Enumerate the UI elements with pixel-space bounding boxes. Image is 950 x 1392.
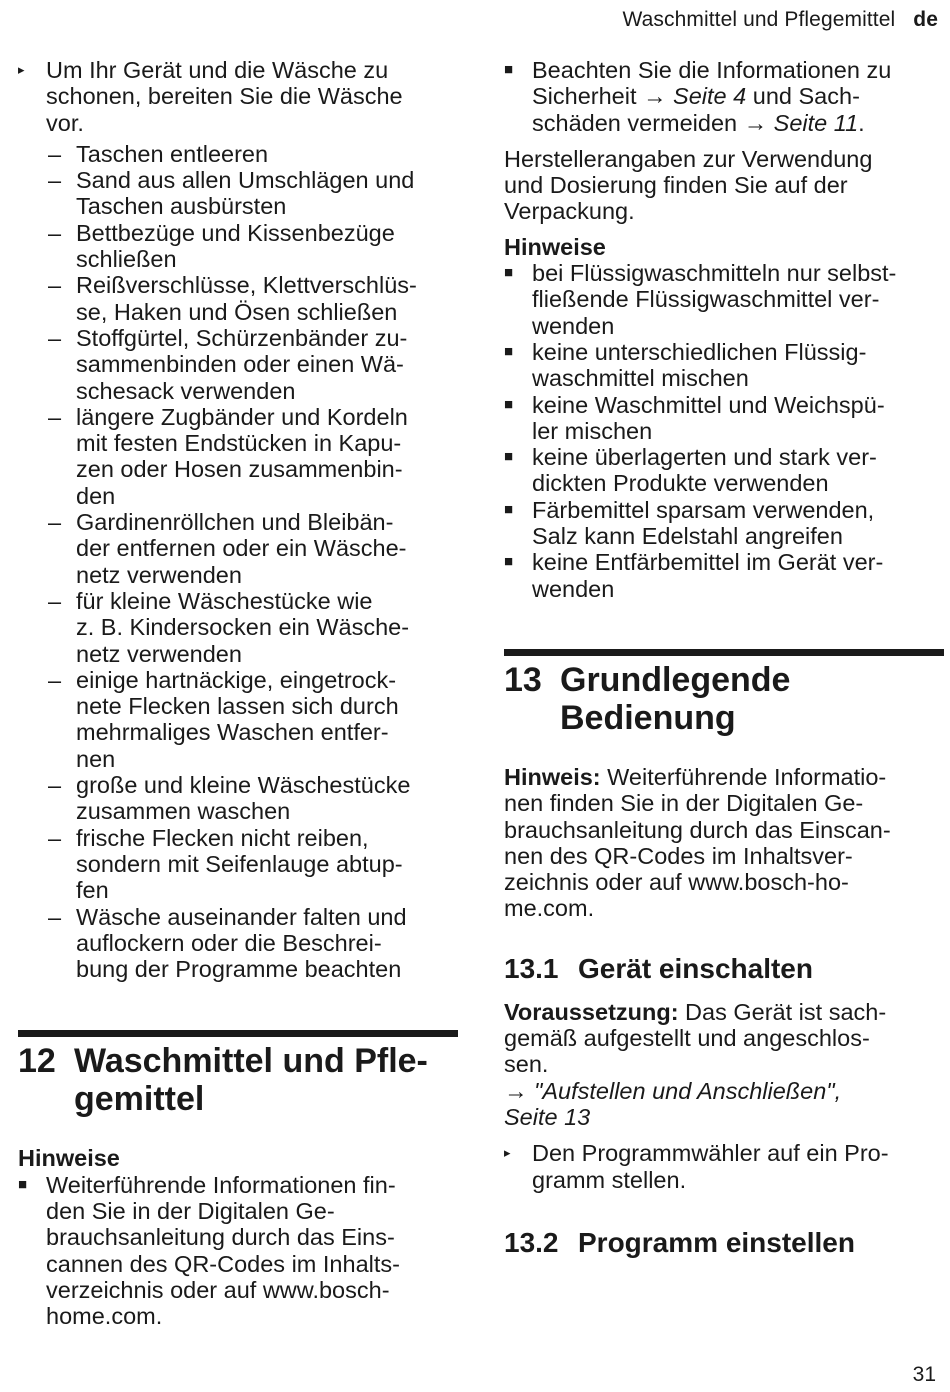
cross-reference: → "Aufstellen und Anschließen",: [504, 1077, 842, 1104]
triangle-bullet-icon: ▸: [504, 1145, 511, 1161]
text-line: z. B. Kindersocken ein Wäsche-: [76, 614, 410, 641]
dash-bullet-icon: –: [48, 324, 62, 351]
text-line: Färbemittel sparsam verwenden,: [532, 496, 875, 523]
dash-bullet-icon: –: [48, 666, 62, 693]
dash-list-item: [48, 904, 458, 983]
note-list-item: [504, 549, 944, 602]
dash-list-item: [48, 509, 458, 588]
notes-label: Hinweise: [504, 233, 606, 260]
text-line: der entfernen oder ein Wäsche-: [76, 535, 407, 562]
hint-label: Hinweis:: [504, 763, 601, 790]
text-line: den: [76, 482, 116, 509]
text-line: zusammen waschen: [76, 798, 291, 825]
section-number: 12: [18, 1042, 56, 1081]
detergent-notes-list: [504, 260, 944, 602]
square-bullet-icon: ■: [504, 448, 514, 466]
text-line: keine unterschiedlichen Flüssig-: [532, 338, 867, 365]
heading-line: Grundlegende: [560, 660, 791, 699]
text-line: Gardinenröllchen und Bleibän-: [76, 509, 394, 536]
arrow-icon: →: [643, 83, 667, 110]
note-list-item: [504, 260, 944, 339]
section-number: 13.2: [504, 1226, 559, 1258]
heading-line: gemittel: [74, 1080, 205, 1119]
section-13-heading: [504, 661, 944, 737]
dash-list-item: [48, 325, 458, 404]
text-line: nen: [76, 745, 116, 772]
text-line: Taschen ausbürsten: [76, 193, 287, 220]
dash-list-item: [48, 272, 458, 325]
text-line: Weiterführende Informationen fin-: [46, 1171, 396, 1198]
preparation-dash-list: [18, 141, 458, 983]
text-line: Verpackung.: [504, 198, 635, 225]
text-line: einige hartnäckige, eingetrock-: [76, 666, 397, 693]
text-line: Bettbezüge und Kissenbezüge: [76, 219, 395, 246]
text-line: schäden vermeiden → Seite 11.: [532, 109, 865, 136]
text-line: sen.: [504, 1051, 549, 1078]
dash-list-item: [48, 667, 458, 772]
square-bullet-icon: ■: [18, 1175, 28, 1193]
arrow-icon: →: [743, 109, 768, 136]
text-line: mit festen Endstücken in Kapu-: [76, 430, 402, 457]
square-bullet-icon: ■: [504, 264, 514, 282]
text-line: Stoffgürtel, Schürzenbänder zu-: [76, 324, 408, 351]
square-bullet-icon: ■: [504, 500, 514, 518]
text-line: und Dosierung finden Sie auf der: [504, 172, 848, 199]
text-line: fließende Flüssigwaschmittel ver-: [532, 286, 880, 313]
section-rule: [504, 649, 944, 656]
text-line: waschmittel mischen: [532, 365, 749, 392]
section-number: 13: [504, 660, 542, 699]
text-line: schließen: [76, 246, 177, 273]
text-line: keine Waschmittel und Weichspü-: [532, 391, 885, 418]
text-line: Salz kann Edelstahl angreifen: [532, 523, 843, 550]
text-line: Weiterführende Informatio-: [600, 763, 887, 790]
text-line: mehrmaliges Waschen entfer-: [76, 719, 389, 746]
text-line: nen des QR-Codes im Inhaltsver-: [504, 842, 853, 869]
note-list-item: [504, 444, 944, 497]
text-line: se, Haken und Ösen schließen: [76, 298, 398, 325]
prerequisite-label: Voraussetzung:: [504, 998, 679, 1025]
dash-bullet-icon: –: [48, 167, 62, 194]
text-line: gramm stellen.: [532, 1166, 687, 1193]
text-line: schesack verwenden: [76, 377, 296, 404]
text-line: frische Flecken nicht reiben,: [76, 824, 369, 851]
text-line: brauchsanleitung durch das Einscan-: [504, 816, 891, 843]
right-column: [504, 57, 944, 1259]
text-line: vor.: [46, 109, 84, 136]
text-line: dickten Produkte verwenden: [532, 470, 829, 497]
page-reference: Seite 4: [666, 83, 747, 110]
triangle-bullet-icon: ▸: [18, 62, 25, 77]
dash-list-item: [48, 167, 458, 220]
text-line: home.com.: [46, 1303, 163, 1330]
text-line: sammenbinden oder einen Wä-: [76, 351, 404, 378]
text-line: Sicherheit → Seite 4 und Sach-: [532, 83, 860, 110]
text-line: cannen des QR-Codes im Inhalts-: [46, 1250, 400, 1277]
text-line: Herstellerangaben zur Verwendung: [504, 145, 873, 172]
text-line: netz verwenden: [76, 640, 242, 667]
text-line: längere Zugbänder und Kordeln: [76, 403, 408, 430]
notes-label: Hinweise: [18, 1145, 120, 1172]
square-bullet-icon: ■: [504, 61, 514, 78]
dash-bullet-icon: –: [48, 824, 62, 851]
text-line: den Sie in der Digitalen Ge-: [46, 1197, 335, 1224]
section-number: 13.1: [504, 952, 559, 984]
text-line: Beachten Sie die Informationen zu: [532, 57, 892, 83]
preparation-step: [18, 57, 458, 136]
dash-bullet-icon: –: [48, 587, 62, 614]
dash-list-item: [48, 220, 458, 273]
section-12-heading: [18, 1042, 458, 1118]
dash-bullet-icon: –: [48, 903, 62, 930]
text-line: Den Programmwähler auf ein Pro-: [532, 1140, 889, 1167]
running-header: [622, 8, 938, 32]
prerequisite: [504, 999, 944, 1130]
text-line: keine Entfärbemittel im Gerät ver-: [532, 549, 884, 576]
text-line: nen finden Sie in der Digitalen Ge-: [504, 790, 864, 817]
text-line: nete Flecken lassen sich durch: [76, 693, 399, 720]
text-line: bei Flüssigwaschmitteln nur selbst-: [532, 260, 897, 287]
text-line: Um Ihr Gerät und die Wäsche zu: [46, 57, 389, 83]
section-13-1-heading: [504, 953, 944, 985]
text-line: gemäß aufgestellt und angeschlos-: [504, 1025, 870, 1052]
dash-bullet-icon: –: [48, 219, 62, 246]
text-line: bung der Programme beachten: [76, 956, 402, 983]
dash-bullet-icon: –: [48, 772, 62, 799]
language-code: de: [913, 8, 938, 31]
text-line: Das Gerät ist sach-: [678, 998, 887, 1025]
page-number: 31: [912, 1363, 936, 1386]
text-line: Reißverschlüsse, Klettverschlüs-: [76, 272, 417, 299]
note-list-item: [504, 497, 944, 550]
text-line: auflockern oder die Beschrei-: [76, 929, 382, 956]
text-line: keine überlagerten und stark ver-: [532, 444, 877, 471]
heading-line: Waschmittel und Pfle-: [74, 1042, 428, 1081]
text-line: ler mischen: [532, 417, 653, 444]
text-line: sondern mit Seifenlauge abtup-: [76, 850, 403, 877]
text-line: für kleine Wäschestücke wie: [76, 587, 373, 614]
dash-bullet-icon: –: [48, 140, 62, 167]
square-bullet-icon: ■: [504, 553, 514, 571]
dash-bullet-icon: –: [48, 403, 62, 430]
heading-line: Bedienung: [560, 698, 736, 737]
dash-bullet-icon: –: [48, 509, 62, 536]
arrow-icon: →: [504, 1077, 528, 1104]
dash-bullet-icon: –: [48, 272, 62, 299]
text-line: fen: [76, 877, 109, 904]
text-line: brauchsanleitung durch das Eins-: [46, 1224, 395, 1251]
manufacturer-info: [504, 146, 944, 225]
text-line: große und kleine Wäschestücke: [76, 772, 411, 799]
text-line: netz verwenden: [76, 561, 242, 588]
note-list-item: [504, 339, 944, 392]
square-bullet-icon: ■: [504, 395, 514, 413]
text-line: Taschen entleeren: [76, 140, 269, 167]
text-line: verzeichnis oder auf www.bosch-: [46, 1276, 390, 1303]
text-line: wenden: [532, 575, 615, 602]
text-line: zeichnis oder auf www.bosch-ho-: [504, 869, 849, 896]
heading-title: Programm einstellen: [578, 1226, 855, 1258]
text-line: me.com.: [504, 895, 595, 922]
text-line: schonen, bereiten Sie die Wäsche: [46, 83, 403, 110]
left-column: [18, 57, 458, 1329]
dash-list-item: [48, 825, 458, 904]
text-line: Wäsche auseinander falten und: [76, 903, 407, 930]
section-rule: [18, 1030, 458, 1037]
dash-list-item: [48, 772, 458, 825]
header-section-title: Waschmittel und Pflegemittel: [622, 8, 896, 31]
dash-list-item: [48, 141, 458, 167]
cross-reference-page: Seite 13: [504, 1103, 591, 1130]
page-reference: Seite 11: [767, 109, 859, 136]
safety-note: [504, 57, 944, 136]
text-line: zen oder Hosen zusammenbin-: [76, 456, 403, 483]
dash-list-item: [48, 588, 458, 667]
section-13-2-heading: [504, 1227, 944, 1259]
section-13-hint: [504, 764, 944, 922]
text-line: wenden: [532, 312, 615, 339]
note-list-item: [504, 392, 944, 445]
square-bullet-icon: ■: [504, 342, 514, 360]
heading-title: Gerät einschalten: [578, 952, 813, 984]
switch-on-step: [504, 1140, 944, 1193]
text-line: Sand aus allen Umschlägen und: [76, 167, 415, 194]
dash-list-item: [48, 404, 458, 509]
note-item: [18, 1172, 458, 1330]
